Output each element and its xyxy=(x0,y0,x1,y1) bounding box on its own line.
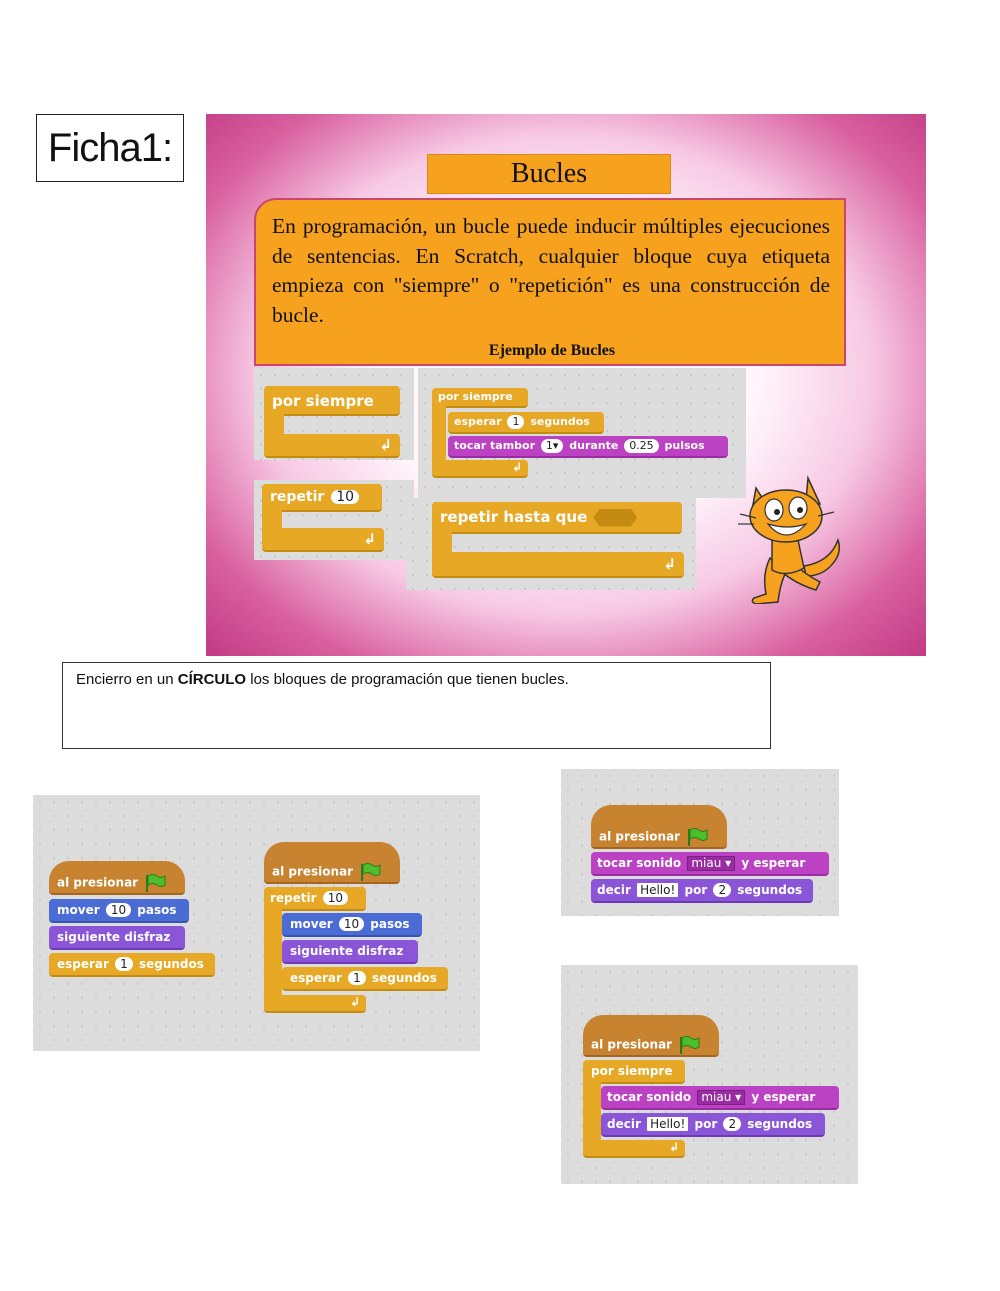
s4-and-wait-label: y esperar xyxy=(751,1090,816,1104)
script-panel-1 xyxy=(33,795,480,1051)
s1-wait-block[interactable] xyxy=(49,953,215,977)
instruction-box xyxy=(62,662,771,749)
forever-block-foot xyxy=(264,434,400,458)
s4-sound-block[interactable] xyxy=(601,1086,839,1110)
s2-hat-block[interactable] xyxy=(264,842,400,884)
s3-say-label: decir xyxy=(597,883,631,897)
s3-sound-block[interactable] xyxy=(591,852,829,876)
seconds-label: segundos xyxy=(530,415,590,428)
repeat-until-block[interactable] xyxy=(432,502,682,534)
s1-wait-value[interactable]: 1 xyxy=(115,957,133,971)
poster-title: Bucles xyxy=(427,154,671,194)
s2-hat-label: al presionar xyxy=(272,864,354,879)
during-label: durante xyxy=(569,439,619,452)
bucles-poster xyxy=(206,114,926,656)
repeat-count[interactable]: 10 xyxy=(331,490,359,504)
s3-sound-label: tocar sonido xyxy=(597,856,682,870)
s4-forever-arm xyxy=(583,1082,601,1144)
s2-repeat-foot xyxy=(264,995,366,1013)
s4-say-label: decir xyxy=(607,1117,641,1131)
loop-arrow-icon: ↲ xyxy=(379,436,392,454)
scratch-cat-icon xyxy=(734,474,846,604)
instruction-bold: CÍRCULO xyxy=(177,671,247,688)
s2-repeat-label: repetir xyxy=(270,891,317,905)
s3-hat-block[interactable] xyxy=(591,805,727,849)
s4-forever-block[interactable]: por siempre xyxy=(583,1060,685,1084)
s3-sound-dropdown[interactable]: miau ▾ xyxy=(687,856,735,871)
s2-costume-block[interactable]: siguiente disfraz xyxy=(282,940,418,964)
instruction-after: los bloques de programación que tienen bucles. xyxy=(246,671,569,688)
s2-seconds-label: segundos xyxy=(371,971,437,985)
s4-for-label: por xyxy=(694,1117,718,1131)
s3-for-value[interactable]: 2 xyxy=(713,883,731,897)
s1-move-label: mover xyxy=(57,903,100,917)
beats-value[interactable]: 0.25 xyxy=(624,439,659,453)
repeat-until-label: repetir hasta que xyxy=(440,508,588,526)
s2-move-label: mover xyxy=(290,917,333,931)
s1-steps-label: pasos xyxy=(137,903,177,917)
s1-hat-block[interactable] xyxy=(49,861,185,895)
s1-wait-label: esperar xyxy=(57,957,109,971)
intro-text: En programación, un bucle puede inducir múltiples ejecuciones de sentencias. En Scratch, cualquier bloque cuya etiqueta empieza con "siempre" o "repetición" es una construcción de bucle. xyxy=(272,214,830,327)
s4-seconds-label: segundos xyxy=(747,1117,813,1131)
forever-small-block[interactable]: por siempre xyxy=(432,388,528,408)
s1-seconds-label: segundos xyxy=(138,957,204,971)
s3-and-wait-label: y esperar xyxy=(741,856,806,870)
s2-repeat-value[interactable]: 10 xyxy=(323,891,348,905)
s3-for-label: por xyxy=(684,883,708,897)
wait-value[interactable]: 1 xyxy=(507,415,524,429)
repeat-block-foot xyxy=(262,528,384,552)
s2-move-block[interactable] xyxy=(282,913,422,937)
repeat-label: repetir xyxy=(270,489,325,505)
worksheet-title: Ficha1: xyxy=(36,114,184,182)
s2-repeat-block[interactable] xyxy=(264,887,366,911)
repeat-until-foot xyxy=(432,552,684,578)
forever-block[interactable]: por siempre xyxy=(264,386,400,416)
s4-say-block[interactable] xyxy=(601,1113,825,1137)
s3-hat-label: al presionar xyxy=(599,829,681,844)
s4-hat-block[interactable] xyxy=(583,1015,719,1057)
s2-wait-value[interactable]: 1 xyxy=(348,971,366,985)
loop-arrow-icon: ↲ xyxy=(511,460,522,474)
s2-wait-label: esperar xyxy=(290,971,342,985)
instruction-before: Encierro en un xyxy=(76,671,178,688)
forever-small-arm xyxy=(432,406,446,466)
s1-costume-block[interactable]: siguiente disfraz xyxy=(49,926,185,950)
s3-seconds-label: segundos xyxy=(737,883,803,897)
example-label: Ejemplo de Bucles xyxy=(488,342,616,359)
green-flag-icon xyxy=(144,873,166,893)
s4-hat-label: al presionar xyxy=(591,1037,673,1052)
condition-slot[interactable] xyxy=(593,509,637,527)
script-panel-3 xyxy=(561,769,839,916)
wait-block[interactable] xyxy=(448,412,604,434)
s2-wait-block[interactable] xyxy=(282,967,448,991)
s2-move-value[interactable]: 10 xyxy=(339,917,364,931)
loop-arrow-icon: ↲ xyxy=(663,555,676,573)
drum-label: tocar tambor xyxy=(454,439,536,452)
s3-say-block[interactable] xyxy=(591,879,813,903)
s1-move-block[interactable] xyxy=(49,899,189,923)
green-flag-icon xyxy=(686,827,708,847)
intro-box xyxy=(254,198,846,366)
s3-say-value[interactable]: Hello! xyxy=(637,883,678,897)
green-flag-icon xyxy=(678,1035,700,1055)
forever-small-foot xyxy=(432,460,528,478)
s4-say-value[interactable]: Hello! xyxy=(647,1117,688,1131)
loop-arrow-icon: ↲ xyxy=(349,995,360,1009)
s2-steps-label: pasos xyxy=(370,917,410,931)
s4-for-value[interactable]: 2 xyxy=(723,1117,741,1131)
drum-value[interactable]: 1▾ xyxy=(541,439,564,453)
s4-sound-label: tocar sonido xyxy=(607,1090,692,1104)
s2-repeat-arm xyxy=(264,909,282,1003)
green-flag-icon xyxy=(359,862,381,882)
s1-hat-label: al presionar xyxy=(57,875,139,890)
s1-move-value[interactable]: 10 xyxy=(106,903,131,917)
script-panel-4 xyxy=(561,965,858,1184)
repeat-block[interactable] xyxy=(262,484,382,512)
loop-arrow-icon: ↲ xyxy=(363,530,376,548)
wait-label: esperar xyxy=(454,415,502,428)
instruction-text xyxy=(76,671,569,688)
s4-forever-foot xyxy=(583,1140,685,1158)
beats-label: pulsos xyxy=(664,439,705,452)
s4-sound-dropdown[interactable]: miau ▾ xyxy=(697,1090,745,1105)
drum-block[interactable] xyxy=(448,436,728,458)
loop-arrow-icon: ↲ xyxy=(668,1140,679,1154)
